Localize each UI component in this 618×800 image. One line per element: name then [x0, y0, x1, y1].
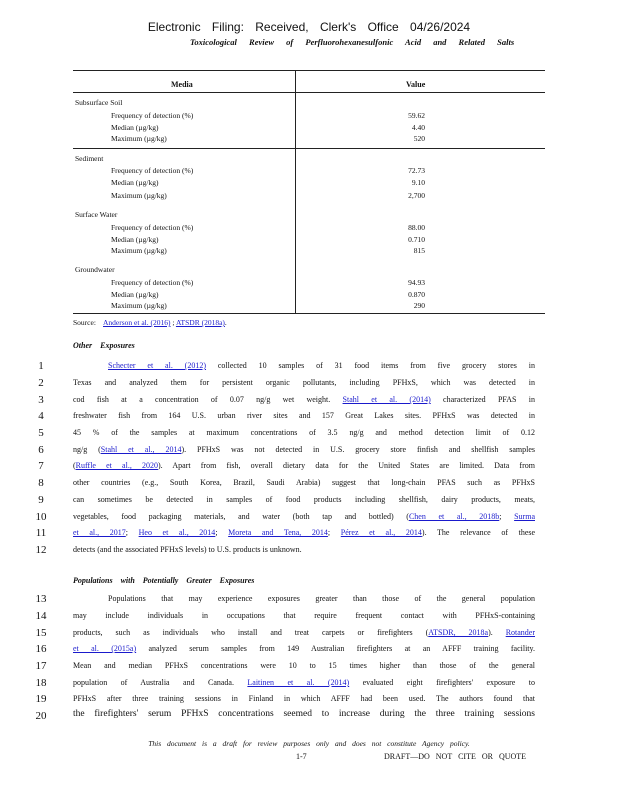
- line-number: 11: [35, 527, 47, 539]
- citation-link[interactable]: Laitinen et al. (2014): [247, 678, 350, 687]
- line-number: 19: [35, 693, 47, 705]
- line-number: 3: [38, 394, 44, 406]
- line-number: 15: [35, 627, 47, 639]
- row-value: 815: [413, 246, 425, 255]
- column-header-value: Value: [406, 80, 426, 89]
- citation-link[interactable]: Moreta and Tena, 2014: [228, 528, 328, 537]
- body-line: [73, 678, 535, 687]
- line-number: 17: [35, 660, 47, 672]
- line-text: ). The relevance of these: [421, 528, 536, 537]
- body-line: [73, 395, 535, 404]
- row-label: Frequency of detection (%): [111, 166, 194, 175]
- section-heading: Populations with Potentially Greater Exposures: [73, 576, 255, 585]
- row-label: Median (µg/kg): [111, 290, 159, 299]
- line-number: 10: [35, 511, 47, 523]
- citation-link[interactable]: Schecter et al. (2012): [108, 361, 207, 370]
- draft-disclaimer: This document is a draft for review purposes only and does not constitute Agency policy.: [148, 739, 470, 748]
- group-name: Sediment: [75, 154, 104, 163]
- column-divider: [295, 70, 296, 314]
- row-label: Frequency of detection (%): [111, 111, 194, 120]
- line-text: ;: [499, 512, 515, 521]
- line-text: ).: [488, 628, 506, 637]
- line-text: vegetables, food packaging materials, and water (both tap and bottled) (: [73, 512, 409, 521]
- body-line: Populations that may experience exposures greater than those of the general population: [108, 594, 535, 603]
- column-header-media: Media: [171, 80, 193, 89]
- line-text: characterized PFAS in: [430, 395, 536, 404]
- line-number: 14: [35, 610, 47, 622]
- line-number: 13: [35, 593, 47, 605]
- row-label: Frequency of detection (%): [111, 278, 194, 287]
- line-text: ). Apart from fish, overall dietary data for the United States are limited. Data from: [157, 461, 535, 470]
- row-label: Median (µg/kg): [111, 178, 159, 187]
- line-number: 6: [38, 444, 44, 456]
- body-line: can sometimes be detected in samples of food products including shellfish, dairy products, meats,: [73, 495, 535, 504]
- row-value: 4.40: [411, 123, 425, 132]
- group-name: Subsurface Soil: [75, 98, 123, 107]
- line-number: 7: [38, 460, 44, 472]
- citation-link[interactable]: Ruffle et al., 2020: [75, 461, 158, 470]
- source-label: Source:: [73, 318, 96, 327]
- row-value: 0.870: [408, 290, 425, 299]
- line-text: collected 10 samples of 31 food items from five grocery stores in: [206, 361, 535, 370]
- body-line: [73, 445, 535, 454]
- row-label: Maximum (µg/kg): [111, 246, 167, 255]
- body-line: [73, 512, 535, 521]
- line-number: 12: [35, 544, 47, 556]
- citation-link[interactable]: Stahl et al. (2014): [342, 395, 431, 404]
- line-text: products, such as individuals who install and treat carpets or firefighters (: [73, 628, 429, 637]
- body-line: 45 % of the samples at maximum concentrations of 3.5 ng/g and method detection limit of 0.12: [73, 428, 535, 437]
- row-value: 94.93: [408, 278, 425, 287]
- citation-end: .: [224, 318, 227, 327]
- row-value: 88.00: [408, 223, 425, 232]
- line-text: (: [73, 461, 76, 470]
- line-text: ;: [327, 528, 341, 537]
- line-text: cod fish at a concentration of 0.07 ng/g wet weight.: [73, 395, 331, 404]
- row-label: Maximum (µg/kg): [111, 191, 167, 200]
- row-value: 72.73: [408, 166, 425, 175]
- body-line: [73, 528, 535, 537]
- line-number: 9: [38, 494, 44, 506]
- body-line: freshwater fish from 164 U.S. urban river sites and 157 Great Lakes sites. PFHxS was detected in: [73, 411, 535, 420]
- table-source: [73, 318, 227, 327]
- citation-link[interactable]: Chen et al., 2018b: [408, 512, 500, 521]
- line-text: ;: [125, 528, 139, 537]
- line-text: ;: [215, 528, 229, 537]
- row-value: 2,700: [408, 191, 425, 200]
- running-title: Toxicological Review of Perfluorohexanesulfonic Acid and Related Salts: [190, 37, 515, 47]
- row-value: 59.62: [408, 111, 425, 120]
- line-text: ng/g (: [73, 445, 101, 454]
- row-value: 290: [413, 301, 425, 310]
- row-label: Maximum (µg/kg): [111, 301, 167, 310]
- body-line: [73, 461, 535, 470]
- row-label: Maximum (µg/kg): [111, 134, 167, 143]
- body-line: [108, 361, 535, 370]
- citation-link[interactable]: Surma: [514, 512, 535, 521]
- citation-link[interactable]: Anderson et al. (2016): [103, 318, 171, 327]
- row-label: Frequency of detection (%): [111, 223, 194, 232]
- group-rule: [73, 148, 545, 149]
- row-value: 520: [413, 134, 425, 143]
- line-text: analyzed serum samples from 149 Australian firefighters at an AFFF training facility.: [136, 644, 535, 653]
- row-value: 9.10: [411, 178, 425, 187]
- citation-link[interactable]: et al. (2015a): [73, 644, 137, 653]
- draft-notice: DRAFT—DO NOT CITE OR QUOTE: [384, 752, 527, 761]
- line-number: 5: [38, 427, 44, 439]
- line-text: evaluated eight firefighters' exposure to: [349, 678, 535, 687]
- body-line: PFHxS after three training sessions in Finland in which AFFF had been used. The authors found that: [73, 694, 535, 703]
- body-line: Texas and analyzed them for persistent organic pollutants, including PFHxS, which was detected in: [73, 378, 535, 387]
- body-line: the firefighters' serum PFHxS concentrations seemed to increase during the three training sessions: [73, 709, 535, 719]
- citation-link[interactable]: et al., 2017: [73, 528, 126, 537]
- body-line: Mean and median PFHxS concentrations were 10 to 15 times higher than those of the general: [73, 661, 535, 670]
- line-number: 20: [35, 710, 47, 722]
- line-number: 1: [38, 360, 44, 372]
- section-heading: Other Exposures: [73, 341, 135, 350]
- row-label: Median (µg/kg): [111, 235, 159, 244]
- line-number: 8: [38, 477, 44, 489]
- header-rule: [73, 92, 545, 93]
- page-number: 1-7: [296, 752, 307, 761]
- body-line: detects (and the associated PFHxS levels) to U.S. products is unknown.: [73, 545, 302, 554]
- line-number: 18: [35, 677, 47, 689]
- media-values-table: [73, 70, 545, 314]
- row-value: 0.710: [408, 235, 425, 244]
- citation-separator: ;: [172, 318, 175, 327]
- group-name: Groundwater: [75, 265, 115, 274]
- body-line: other countries (e.g., South Korea, Brazil, Saudi Arabia) suggest that long-chain PFAS such as PFHxS: [73, 478, 535, 487]
- citation-link[interactable]: Rotander: [505, 628, 536, 637]
- body-line: [73, 644, 535, 653]
- citation-link[interactable]: Heo et al., 2014: [138, 528, 216, 537]
- line-number: 2: [38, 377, 44, 389]
- citation-link[interactable]: Stahl et al., 2014: [100, 445, 182, 454]
- citation-link[interactable]: Pérez et al., 2014: [340, 528, 422, 537]
- group-name: Surface Water: [75, 210, 118, 219]
- body-line: [73, 628, 535, 637]
- row-label: Median (µg/kg): [111, 123, 159, 132]
- line-number: 16: [35, 643, 47, 655]
- filing-stamp: Electronic Filing: Received, Clerk's Office 04/26/2024: [147, 20, 471, 34]
- line-text: population of Australia and Canada.: [73, 678, 248, 687]
- citation-link[interactable]: ATSDR (2018a): [175, 318, 225, 327]
- table-top-rule: [73, 70, 545, 71]
- table-bottom-rule: [73, 313, 545, 314]
- line-text: ). PFHxS was not detected in U.S. grocery store finfish and shellfish samples: [181, 445, 535, 454]
- line-number: 4: [38, 410, 44, 422]
- citation-link[interactable]: ATSDR, 2018a: [428, 628, 489, 637]
- body-line: may include individuals in occupations that require frequent contact with PFHxS-containing: [73, 611, 535, 620]
